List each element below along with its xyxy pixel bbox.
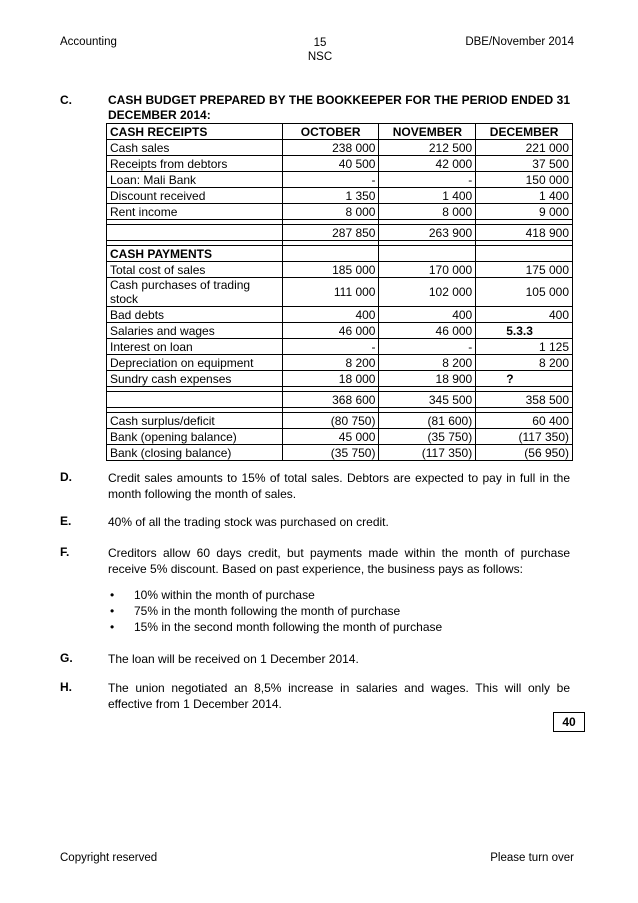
header-page-number [300, 36, 340, 64]
row-value: - [282, 172, 379, 188]
table-row [107, 355, 573, 371]
row-value: 8 200 [282, 355, 379, 371]
col-october: OCTOBER [282, 124, 379, 140]
note-f-text: Creditors allow 60 days credit, but payments made within the month of purchase receive 5% discount. Based on past experience, the business pays as follows: [108, 546, 570, 576]
row-label [107, 225, 283, 241]
row-value: 42 000 [379, 156, 476, 172]
note-h-letter: H. [60, 680, 72, 694]
row-value: 18 900 [379, 371, 476, 387]
row-value: 1 400 [379, 188, 476, 204]
row-label: Discount received [107, 188, 283, 204]
footer-turn-over: Please turn over [490, 852, 574, 864]
row-value: 8 000 [282, 204, 379, 220]
table-row [107, 140, 573, 156]
table-row [107, 323, 573, 339]
note-f-letter: F. [60, 545, 70, 559]
row-value: - [282, 339, 379, 355]
row-value: 400 [476, 307, 573, 323]
row-value [379, 246, 476, 262]
table-row [107, 156, 573, 172]
row-value: 358 500 [476, 392, 573, 408]
row-value: 105 000 [476, 278, 573, 307]
table-header-row [107, 124, 573, 140]
row-value: 111 000 [282, 278, 379, 307]
row-value: (81 600) [379, 413, 476, 429]
note-h-text: The union negotiated an 8,5% increase in salaries and wages. This will only be effective from 1 December 2014. [108, 681, 570, 711]
table-row [107, 225, 573, 241]
col-cash-receipts: CASH RECEIPTS [107, 124, 283, 140]
bullet-item: • 15% in the second month following the month of purchase [110, 620, 443, 634]
table-row [107, 445, 573, 461]
bullet-text: 10% within the month of purchase [134, 588, 315, 602]
row-label: Receipts from debtors [107, 156, 283, 172]
note-g-letter: G. [60, 651, 73, 665]
row-value: 221 000 [476, 140, 573, 156]
row-value: 1 350 [282, 188, 379, 204]
bullet-text: 15% in the second month following the month of purchase [134, 620, 443, 634]
header-subject: Accounting [60, 36, 117, 48]
row-value: 185 000 [282, 262, 379, 278]
col-november: NOVEMBER [379, 124, 476, 140]
row-value: 9 000 [476, 204, 573, 220]
row-label: Cash sales [107, 140, 283, 156]
row-value: 1 125 [476, 339, 573, 355]
section-c-letter: C. [60, 93, 72, 107]
row-label: Depreciation on equipment [107, 355, 283, 371]
row-label: Cash surplus/deficit [107, 413, 283, 429]
table-row [107, 172, 573, 188]
table-row [107, 307, 573, 323]
row-label: Interest on loan [107, 339, 283, 355]
row-value: 5.3.3 [476, 323, 573, 339]
row-value: ? [476, 371, 573, 387]
row-value: 368 600 [282, 392, 379, 408]
row-value: (80 750) [282, 413, 379, 429]
footer-copyright: Copyright reserved [60, 852, 158, 864]
row-value: (35 750) [379, 429, 476, 445]
row-value: (35 750) [282, 445, 379, 461]
table-row [107, 262, 573, 278]
row-value: (117 350) [476, 429, 573, 445]
note-d-letter: D. [60, 470, 72, 484]
table-row [107, 392, 573, 408]
header-nsc: NSC [307, 51, 333, 63]
note-e-letter: E. [60, 514, 72, 528]
row-value: 60 400 [476, 413, 573, 429]
payments-heading: CASH PAYMENTS [107, 246, 283, 262]
row-value: 102 000 [379, 278, 476, 307]
row-value: (117 350) [379, 445, 476, 461]
note-e-text: 40% of all the trading stock was purchased on credit. [108, 515, 389, 529]
table-row [107, 204, 573, 220]
row-label: Bad debts [107, 307, 283, 323]
row-value: 400 [379, 307, 476, 323]
row-value: 418 900 [476, 225, 573, 241]
row-label: Rent income [107, 204, 283, 220]
row-value: 345 500 [379, 392, 476, 408]
row-label: Total cost of sales [107, 262, 283, 278]
row-label: Sundry cash expenses [107, 371, 283, 387]
row-label: Bank (opening balance) [107, 429, 283, 445]
col-december: DECEMBER [476, 124, 573, 140]
row-value: 8 200 [379, 355, 476, 371]
row-value: - [379, 339, 476, 355]
bullet-item: • 10% within the month of purchase [110, 588, 315, 602]
row-value: 37 500 [476, 156, 573, 172]
row-label: Bank (closing balance) [107, 445, 283, 461]
row-label: Loan: Mali Bank [107, 172, 283, 188]
row-value: 40 500 [282, 156, 379, 172]
row-value: (56 950) [476, 445, 573, 461]
row-value: 170 000 [379, 262, 476, 278]
table-row [107, 413, 573, 429]
row-value: 46 000 [379, 323, 476, 339]
row-value: 212 500 [379, 140, 476, 156]
row-value: 238 000 [282, 140, 379, 156]
page-number: 15 [313, 37, 327, 49]
row-value: 46 000 [282, 323, 379, 339]
section-c-title: CASH BUDGET PREPARED BY THE BOOKKEEPER FOR THE PERIOD ENDED 31 DECEMBER 2014: [108, 93, 570, 122]
table-row [107, 339, 573, 355]
table-row [107, 429, 573, 445]
bullet-text: 75% in the month following the month of purchase [134, 604, 401, 618]
bullet-item: • 75% in the month following the month of purchase [110, 604, 401, 618]
row-value: 400 [282, 307, 379, 323]
row-label: Cash purchases of trading stock [107, 278, 283, 307]
row-value: 1 400 [476, 188, 573, 204]
row-value [476, 246, 573, 262]
table-row [107, 188, 573, 204]
row-value: 263 900 [379, 225, 476, 241]
row-value: 45 000 [282, 429, 379, 445]
row-value [282, 246, 379, 262]
table-row [107, 278, 573, 307]
header-exam: DBE/November 2014 [465, 36, 574, 48]
row-value: - [379, 172, 476, 188]
row-value: 175 000 [476, 262, 573, 278]
row-value: 8 000 [379, 204, 476, 220]
table-row [107, 246, 573, 262]
note-d-text: Credit sales amounts to 15% of total sales. Debtors are expected to pay in full in the month following the month of sales. [108, 471, 570, 501]
row-value: 18 000 [282, 371, 379, 387]
row-label: Salaries and wages [107, 323, 283, 339]
marks-box: 40 [553, 712, 585, 732]
table-row [107, 371, 573, 387]
row-value: 150 000 [476, 172, 573, 188]
row-value: 287 850 [282, 225, 379, 241]
cash-budget-table [106, 123, 573, 461]
row-value: 8 200 [476, 355, 573, 371]
note-g-text: The loan will be received on 1 December 2014. [108, 652, 359, 666]
row-label [107, 392, 283, 408]
